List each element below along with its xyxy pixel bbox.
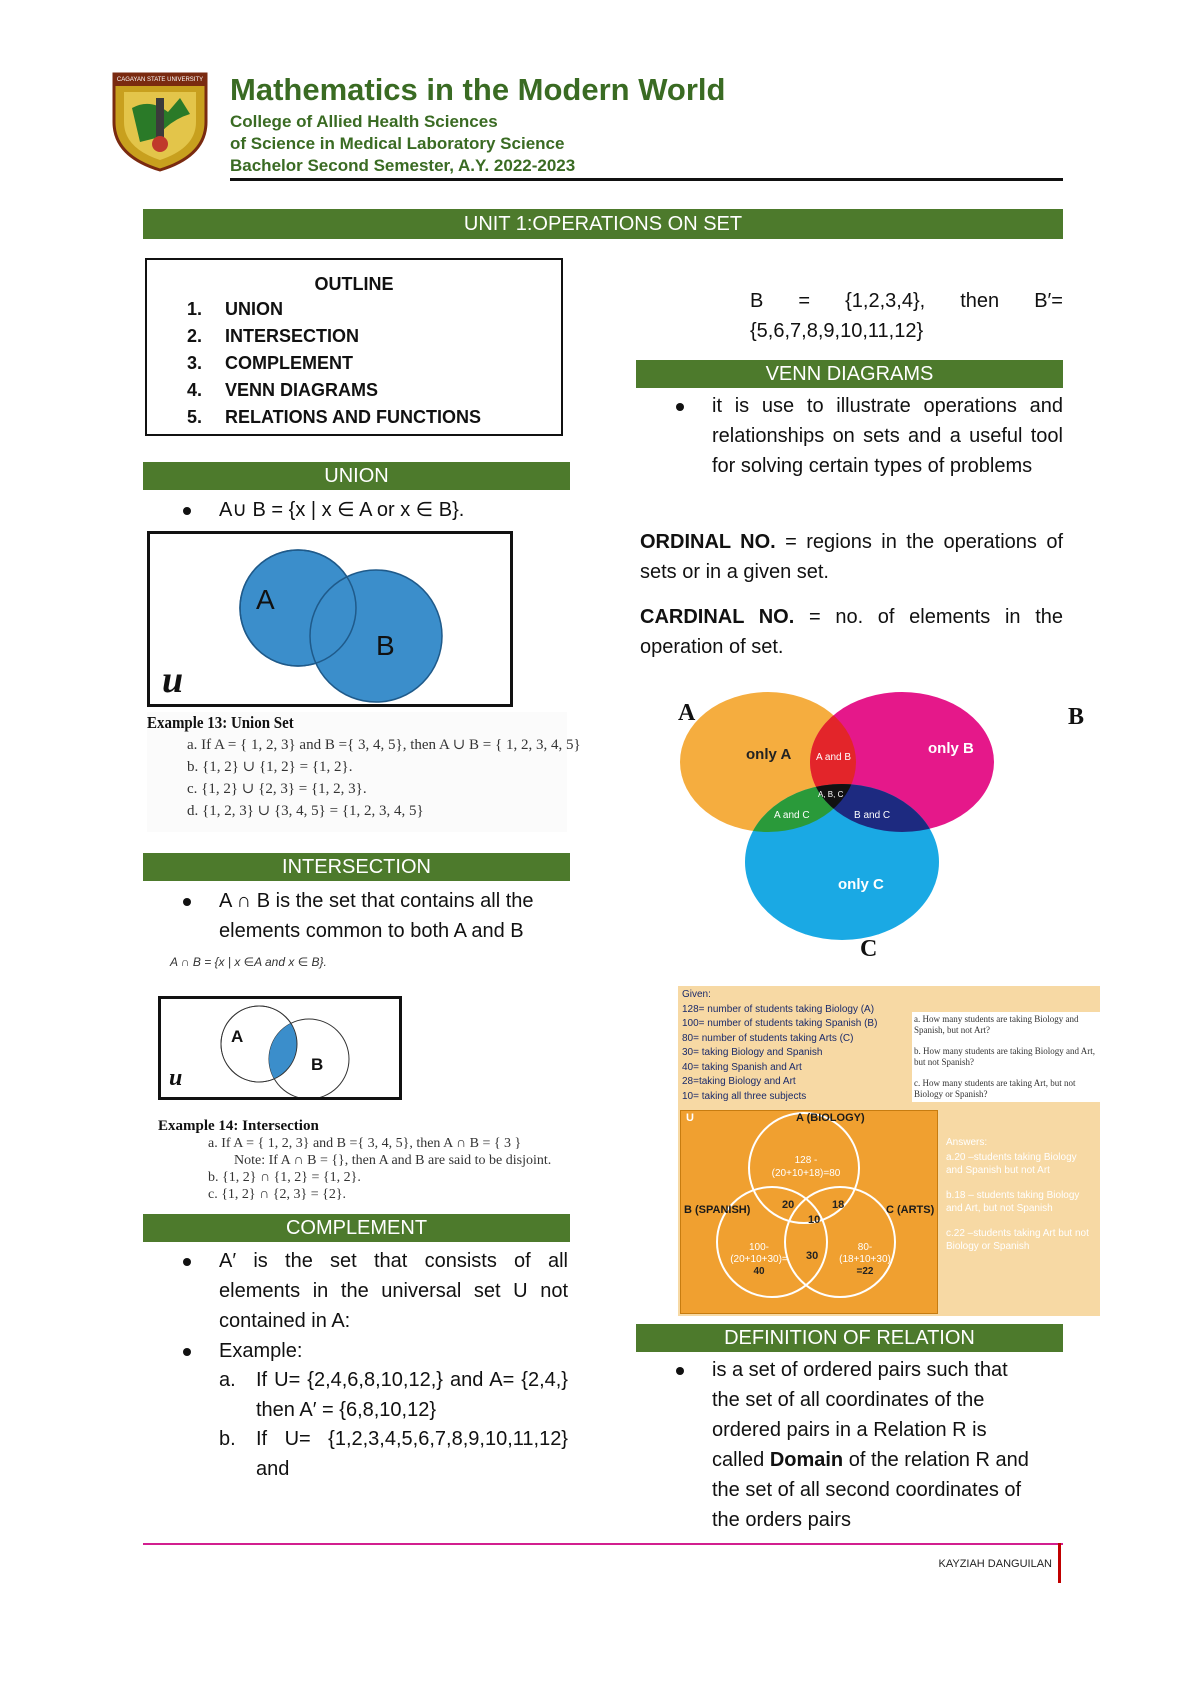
question-c: c. How many students are taking Art, but not Biology or Spanish? [914,1078,1076,1099]
venn-word-problem [678,986,1100,1316]
venn-set-label-a: A [678,700,696,726]
union-label-a: A [256,584,275,615]
intersection-label-a: A [231,1027,244,1046]
intersection-label-u: u [169,1065,183,1091]
given-item: 128= number of students taking Biology (A) [682,1003,875,1015]
complement-example-b: If U= {1,2,3,4,5,6,7,8,9,10,11,12} and [256,1428,568,1480]
problem-label-b: B (SPANISH) [684,1204,751,1216]
complement-example-b-label: b. [219,1428,236,1450]
university-logo [110,68,210,172]
answer-b: b.18 – students taking Biology and Art, but not Spanish [946,1190,1080,1214]
cardinal-text: = no. of elements in the operation of set. [640,606,1064,658]
complement-example-a-label: a. [219,1369,236,1391]
intersection-example-title: Example 14: Intersection [158,1118,319,1134]
union-heading: UNION [324,465,389,487]
cardinal-definition [640,602,1063,662]
semester-line: Bachelor Second Semester, A.Y. 2022-2023 [230,156,576,175]
footer-accent [1058,1543,1061,1583]
union-example-a: a. If A = { 1, 2, 3} and B ={ 3, 4, 5}, then A ∪ B = { 1, 2, 3, 4, 5} [187,737,581,753]
problem-region-a: 128 - (20+10+18)=80 [771,1155,841,1179]
problem-label-a: A (BIOLOGY) [796,1112,865,1124]
union-venn-diagram [147,531,513,707]
unit-title: UNIT 1:OPERATIONS ON SET [463,213,743,235]
given-item: 40= taking Spanish and Art [682,1061,802,1073]
outline-list [147,296,561,431]
union-example-block [147,712,581,832]
intersection-heading: INTERSECTION [282,856,431,878]
complement-heading: COMPLEMENT [285,1217,428,1239]
problem-answers [946,1136,1092,1253]
college-name: College of Allied Health Sciences [230,112,498,131]
bullet-dot [183,898,191,906]
problem-region-ac: 18 [832,1199,845,1211]
bullet-dot [676,1367,684,1375]
intersection-label-b: B [311,1055,324,1074]
union-heading-bar [143,462,570,490]
relation-text-1: is a set of ordered pairs such that the set of all coordinates of the ordered pairs in a Relation R is called [712,1359,1008,1471]
problem-label-c: C (ARTS) [886,1204,935,1216]
problem-region-ab: 20 [782,1199,795,1211]
given-label: Given: [682,989,711,1000]
header-rule [230,178,1063,181]
problem-questions [912,1012,1102,1102]
course-title: Mathematics in the Modern World [230,72,726,107]
bullet-dot [183,1348,191,1356]
union-example-d: d. {1, 2, 3} ∪ {3, 4, 5} = {1, 2, 3, 4, 5} [187,803,424,819]
logo-text: CAGAYAN STATE UNIVERSITY [116,77,204,83]
bullet-dot [183,507,191,515]
answer-c: c.22 –students taking Art but not Biology or Spanish [946,1228,1089,1252]
intersection-example-c: c. {1, 2} ∩ {2, 3} = {2}. [208,1187,347,1202]
question-b: b. How many students are taking Biology and Art, but not Spanish? [914,1046,1095,1067]
answers-label: Answers: [946,1137,988,1148]
outline-item: 4. VENN DIAGRAMS [207,377,561,404]
venn-heading: VENN DIAGRAMS [765,363,934,385]
intersection-example-block [158,1117,588,1209]
given-item: 80= number of students taking Arts (C) [682,1032,854,1044]
union-example-title: Example 13: Union Set [147,713,294,732]
answer-a: a.20 –students taking Biology and Spanish but not Art [946,1152,1077,1176]
union-example-b: b. {1, 2} ∪ {1, 2} = {1, 2}. [187,759,353,775]
bullet-dot [676,403,684,411]
venn-region-only-b: only B [928,740,974,757]
given-item: 28=taking Biology and Art [682,1076,796,1087]
ordinal-label: ORDINAL NO. [640,531,776,553]
problem-given-block [682,988,922,1104]
outline-item: 5. RELATIONS AND FUNCTIONS [207,404,561,431]
problem-region-abc: 10 [808,1214,821,1226]
complement-example-b-continued: B = {1,2,3,4}, then B′= {5,6,7,8,9,10,11,12} [750,290,1063,342]
problem-region-c: 80- (18+10+30) =22 [839,1242,891,1277]
outline-heading: OUTLINE [314,274,394,294]
three-set-venn-diagram [670,690,1100,970]
venn-region-only-a: only A [746,746,792,763]
intersection-example-note: Note: If A ∩ B = {}, then A and B are said to be disjoint. [234,1153,552,1168]
footer-author: KAYZIAH DANGUILAN [938,1558,1052,1570]
intersection-example-a: a. If A = { 1, 2, 3} and B ={ 3, 4, 5}, then A ∩ B = { 3 } [208,1136,522,1151]
venn-set-label-c: C [860,936,878,962]
ordinal-definition [640,527,1063,587]
venn-region-a-and-b: A and B [816,752,852,763]
venn-region-b-and-c: B and C [854,810,891,821]
question-a: a. How many students are taking Biology and Spanish, but not Art? [914,1014,1079,1035]
footer-rule [143,1543,1063,1545]
venn-set-label-b: B [1068,704,1085,730]
complement-example-a: If U= {2,4,6,8,10,12,} and A= {2,4,} then A′ = {6,8,10,12} [256,1369,568,1421]
union-label-u: u [162,659,184,701]
relation-heading-bar [636,1324,1063,1352]
given-item: 10= taking all three subjects [682,1090,807,1102]
venn-region-a-and-c: A and C [774,810,810,821]
given-item: 100= number of students taking Spanish (B) [682,1018,878,1029]
intersection-formula: A ∩ B = {x | x ∈A and x ∈ B}. [170,955,327,969]
intersection-example-b: b. {1, 2} ∩ {1, 2} = {1, 2}. [208,1170,361,1185]
intersection-heading-bar [143,853,570,881]
outline-item: 1. UNION [207,296,561,323]
outline-box [145,258,563,436]
intersection-venn-diagram [158,996,402,1100]
problem-label-u: U [686,1112,694,1124]
relation-heading: DEFINITION OF RELATION [724,1327,975,1349]
unit-title-bar [143,209,1063,239]
union-example-c: c. {1, 2} ∪ {2, 3} = {1, 2, 3}. [187,781,367,797]
venn-region-abc: A, B, C [818,790,844,799]
program-name: of Science in Medical Laboratory Science [230,134,565,153]
complement-heading-bar [143,1214,570,1242]
outline-item: 2. INTERSECTION [207,323,561,350]
venn-heading-bar [636,360,1063,388]
union-label-b: B [376,630,395,661]
problem-region-b: 100- (20+10+30)= 40 [730,1242,788,1277]
relation-text-2: of the relation R and the set of all second coordinates of the orders pairs [712,1449,1029,1531]
bullet-dot [183,1258,191,1266]
ordinal-text: = regions in the operations of sets or in a given set. [640,531,1064,583]
problem-region-bc: 30 [806,1250,819,1262]
cardinal-label: CARDINAL NO. [640,606,795,628]
given-item: 30= taking Biology and Spanish [682,1047,823,1058]
outline-item: 3. COMPLEMENT [207,350,561,377]
venn-region-only-c: only C [838,876,884,893]
relation-domain-word: Domain [769,1449,844,1471]
